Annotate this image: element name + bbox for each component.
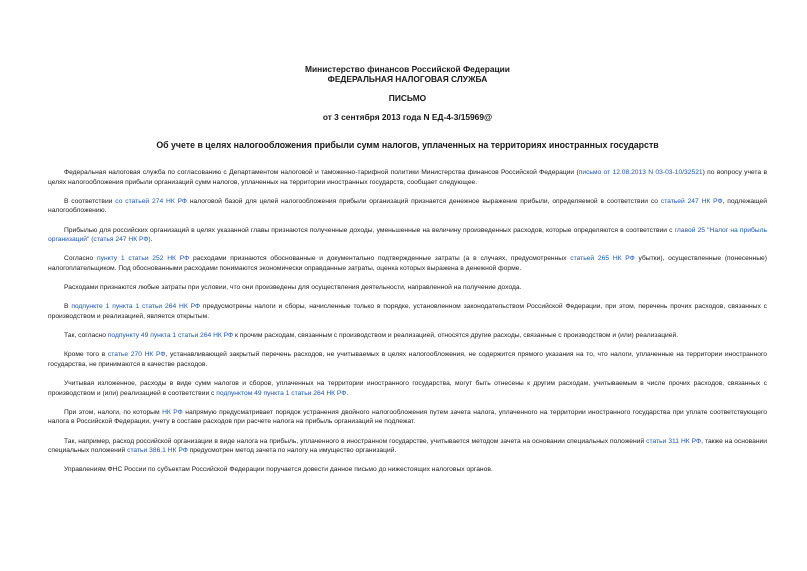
document-reference-link[interactable]: статьи 311 НК РФ bbox=[646, 437, 702, 445]
paragraph-text: Согласно bbox=[64, 255, 97, 263]
paragraph-text: Прибылью для российских организаций в целях указанной главы признаются полученные доходы, уменьшенные на величину произведенных расходов, которые определяются в соответствии с bbox=[64, 226, 675, 234]
document-reference-link[interactable]: со статьей 274 НК РФ bbox=[115, 197, 188, 205]
paragraph-text: Расходами признаются любые затраты при условии, что они произведены для осуществления деятельности, направленной на получение дохода. bbox=[64, 284, 522, 292]
paragraph bbox=[48, 226, 767, 245]
paragraph-text: . bbox=[150, 236, 153, 244]
paragraph-text: , подлежащей налогообложению. bbox=[48, 197, 768, 215]
document-reference-link[interactable]: письмо от 12.08.2013 N 03-03-10/32521 bbox=[578, 169, 703, 176]
paragraph-text: В соответствии bbox=[64, 197, 116, 205]
paragraph bbox=[48, 379, 767, 398]
service-name: ФЕДЕРАЛЬНАЯ НАЛОГОВАЯ СЛУЖБА bbox=[327, 74, 488, 84]
document-reference-link[interactable]: подпункте 1 пункта 1 статьи 264 НК РФ bbox=[71, 303, 201, 311]
document-reference-link[interactable]: пункту 1 статьи 252 НК РФ bbox=[96, 255, 190, 263]
document-title: Об учете в целях налогообложения прибыли сумм налогов, уплаченных на территориях иностранных государств bbox=[156, 140, 659, 150]
document-reference-link[interactable]: (статья 247 НК РФ) bbox=[91, 236, 151, 244]
document-body bbox=[48, 168, 767, 475]
paragraph-text: , устанавливающей закрытый перечень расходов, не учитываемых в целях налогообложения, не содержится прямого указания на то, что налоги, уплаченные на территории иностранного государства, не принимаются в качестве расходов. bbox=[48, 351, 767, 368]
paragraph bbox=[48, 302, 767, 321]
paragraph-text: Федеральная налоговая служба по согласованию с Департаментом налоговой и таможенно-тарифной политики Министерства финансов Российской Федерации ( bbox=[64, 169, 579, 176]
document-date-number: от 3 сентября 2013 года N ЕД-4-3/15969@ bbox=[322, 112, 493, 122]
paragraph-text: к прочим расходам, связанным с производством и реализацией, относятся другие расходы, связанные с производством и (или) реализацией. bbox=[233, 332, 679, 340]
document-reference-link[interactable]: статьи 386.1 НК РФ bbox=[127, 447, 188, 455]
paragraph bbox=[48, 408, 767, 427]
document-reference-link[interactable]: НК РФ bbox=[162, 408, 183, 416]
paragraph-text: Учитывая изложенное, расходы в виде сумм налогов и сборов, уплаченных на территории иностранного государства, могут быть отнесены к другим расходам, учитываемым в числе прочих расходов, связанных с производством и (или) реализацией в соответствии с bbox=[48, 380, 767, 397]
document-reference-link[interactable]: статье 270 НК РФ bbox=[107, 351, 166, 359]
document-reference-link[interactable]: подпункту 49 пункта 1 статьи 264 НК РФ bbox=[107, 332, 234, 340]
paragraph-text: Кроме того в bbox=[64, 351, 108, 359]
paragraph-text: Так, согласно bbox=[64, 332, 108, 340]
paragraph-text: ) по вопросу учета в целях налогообложения прибыли организаций сумм налогов, уплаченных на территории иностранных государств, сообщает следующее. bbox=[48, 169, 767, 186]
paragraph-text: предусмотрены налоги и сборы, начисленные только в порядке, установленном законодательством Российской Федерации, при этом, перечень прочих расходов, связанных с производством и реализацией, является открытым. bbox=[48, 303, 767, 320]
document-reference-link[interactable]: статьей 265 НК РФ bbox=[570, 255, 635, 263]
paragraph bbox=[48, 283, 767, 293]
paragraph-text: , также на основании специальных положений bbox=[48, 437, 767, 455]
paragraph-text: Так, например, расход российской организации в виде налога на прибыль, уплаченного в иностранном государстве, учитывается методом зачета на основании специальных положений bbox=[64, 437, 647, 445]
paragraph bbox=[48, 197, 767, 216]
paragraph-text: напрямую предусматривает порядок устранения двойного налогообложения путем зачета налога, уплаченного на территории иностранного государства при уплате соответствующего налога в Российской Федерации, учету в составе расходов при расчете налога на прибыль организаций не подлежат. bbox=[48, 408, 767, 426]
paragraph-text: При этом, налоги, по которым bbox=[64, 408, 163, 416]
paragraph-text: убытки), осуществленные (понесенные) налогоплательщиком. Под обоснованными расходами понимаются экономически оправданные затраты, оценка которых выражена в денежной форме. bbox=[48, 255, 767, 272]
paragraph-text: предусмотрен метод зачета по налогу на имущество организаций. bbox=[187, 447, 397, 455]
paragraph-text: Управлениям ФНС России по субъектам Российской Федерации поручается довести данное письмо до нижестоящих налоговых органов. bbox=[64, 466, 493, 474]
document-type: ПИСЬМО bbox=[388, 93, 427, 103]
paragraph bbox=[48, 168, 767, 187]
paragraph bbox=[48, 350, 767, 369]
document-reference-link[interactable]: главой 25 "Налог на прибыль организаций" bbox=[48, 226, 767, 244]
paragraph bbox=[48, 254, 767, 273]
paragraph-text: налоговой базой для целей налогообложения прибыли организаций признается денежное выражение прибыли, определяемой в соответствии со bbox=[187, 197, 661, 205]
paragraph bbox=[48, 465, 767, 475]
document-reference-link[interactable]: статьей 247 НК РФ bbox=[660, 197, 723, 205]
ministry-name: Министерство финансов Российской Федерации bbox=[305, 64, 510, 74]
document-header bbox=[48, 64, 767, 84]
paragraph bbox=[48, 437, 767, 456]
paragraph-text: расходами признаются обоснованные и документально подтвержденные затраты (а в случаях, предусмотренных bbox=[189, 255, 571, 263]
paragraph-text: . bbox=[346, 389, 349, 397]
paragraph-text: В bbox=[64, 303, 72, 311]
paragraph bbox=[48, 331, 767, 341]
document-reference-link[interactable]: подпунктом 49 пункта 1 статьи 264 НК РФ bbox=[216, 389, 347, 397]
